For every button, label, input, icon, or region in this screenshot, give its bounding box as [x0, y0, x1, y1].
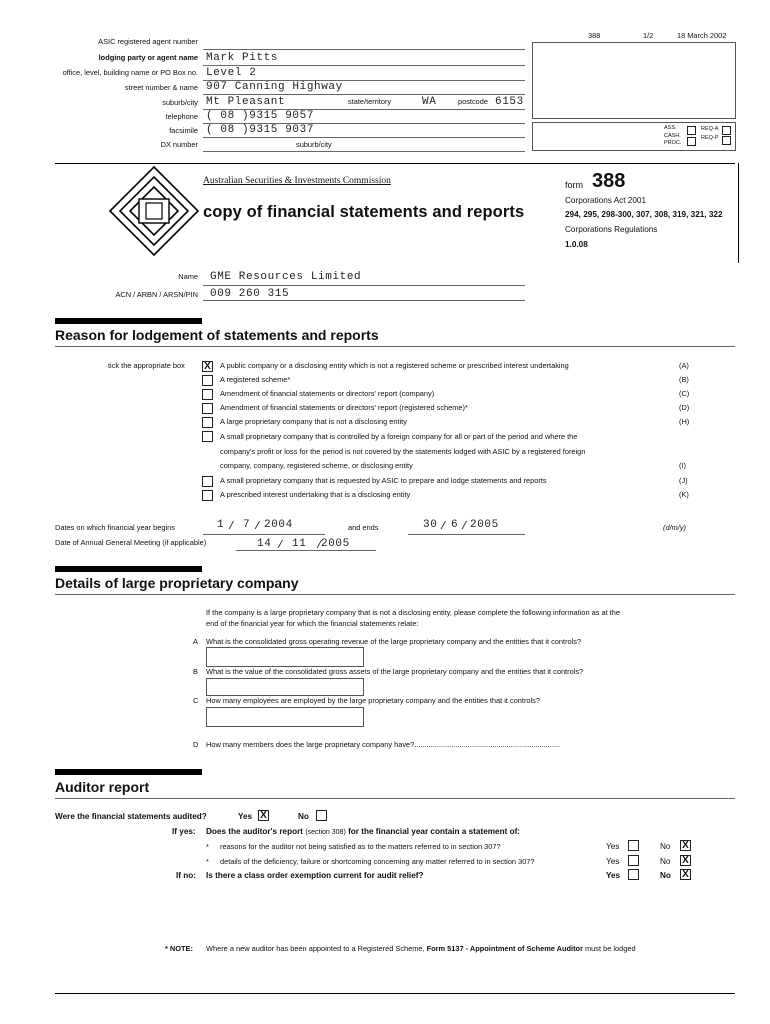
question-b-letter: B: [193, 667, 198, 676]
question-d: How many members does the large proprietary company have?.......................................................................: [206, 740, 561, 749]
reason-a-checkbox[interactable]: X: [202, 361, 213, 372]
question-c-letter: C: [193, 696, 199, 705]
auditor-heading-bar: [55, 769, 202, 775]
bullet: *: [206, 857, 209, 866]
audited-yes-label: Yes: [238, 812, 253, 821]
deficiency-no-checkbox[interactable]: X: [680, 855, 691, 866]
deficiency-question: details of the deficiency, failure or shortcoming concerning any matter referred to in section 307?: [220, 857, 535, 866]
office-label: office, level, building name or PO Box no.: [62, 68, 198, 77]
reason-d-text: Amendment of financial statements or directors' report (registered scheme)*: [220, 403, 468, 412]
question-b: What is the value of the consolidated gross assets of the large proprietary company and the entities that it controls?: [206, 667, 584, 676]
fy-begins-label: Dates on which financial year begins: [55, 523, 175, 532]
facsimile-label: facsimile: [169, 126, 198, 135]
large-heading-bar: [55, 566, 202, 572]
agm-label: Date of Annual General Meeting (if applicable): [55, 538, 207, 547]
form-number-header: 388: [588, 31, 601, 40]
large-intro-2: end of the financial year for which the financial statements relate:: [206, 619, 419, 628]
large-rule: [55, 594, 735, 595]
dx-suburb-label: suburb/city: [296, 140, 332, 149]
dx-line: [203, 151, 525, 152]
large-heading: Details of large proprietary company: [55, 575, 299, 591]
reason-k-text: A prescribed interest undertaking that is a disclosing entity: [220, 490, 411, 499]
form-number: 388: [592, 170, 626, 192]
reason-j-checkbox[interactable]: [202, 476, 213, 487]
date-slash: /: [228, 521, 236, 533]
acn-line: [203, 300, 525, 301]
reason-b-text: A registered scheme*: [220, 375, 291, 384]
if-yes-label: If yes:: [172, 827, 196, 836]
reason-a-text: A public company or a disclosing entity which is not a registered scheme or prescribed interest undertaking: [220, 361, 569, 370]
reasons-no-checkbox[interactable]: X: [680, 840, 691, 851]
dx-label: DX number: [160, 140, 198, 149]
form-title: copy of financial statements and reports: [203, 203, 525, 221]
date-slash: /: [461, 521, 469, 533]
company-name-value[interactable]: GME Resources Limited: [210, 271, 362, 283]
agm-day[interactable]: 14: [257, 538, 272, 550]
auditor-heading: Auditor report: [55, 779, 150, 795]
company-name-label: Name: [178, 272, 198, 281]
reasons-no-label: No: [660, 842, 671, 851]
reason-j-code: (J): [679, 476, 688, 485]
reason-heading-bar: [55, 318, 202, 324]
contain-question: Does the auditor's report (section 308) for the financial year contain a statement of:: [206, 827, 521, 836]
date-slash: /: [316, 540, 324, 552]
reason-k-code: (K): [679, 490, 689, 499]
deficiency-yes-label: Yes: [606, 857, 620, 866]
reason-h-checkbox[interactable]: [202, 417, 213, 428]
reason-c-code: (C): [679, 389, 690, 398]
form-date: 18 March 2002: [677, 31, 727, 40]
agm-year[interactable]: 2005: [321, 538, 350, 550]
office-reqp-box: [722, 136, 731, 145]
audited-no-checkbox[interactable]: [316, 810, 327, 821]
agent-name-line: [203, 65, 525, 66]
note-label: * NOTE:: [165, 944, 193, 953]
bottom-rule: [55, 993, 735, 994]
facsimile-line: [203, 137, 525, 138]
question-a: What is the consolidated gross operating revenue of the large proprietary company and the entities that it controls?: [206, 637, 582, 646]
reason-c-text: Amendment of financial statements or directors' report (company): [220, 389, 435, 398]
date-slash: /: [440, 521, 448, 533]
revenue-input[interactable]: [206, 647, 364, 667]
asic-agent-line: [203, 49, 525, 50]
if-no-label: If no:: [176, 871, 197, 880]
exemption-no-checkbox[interactable]: X: [680, 869, 691, 880]
suburb-value[interactable]: Mt Pleasant: [206, 96, 286, 108]
reason-i-code: (I): [679, 461, 686, 470]
fy-begin-line: [203, 534, 325, 535]
title-right-rule: [738, 163, 739, 263]
bullet: *: [206, 842, 209, 851]
street-value[interactable]: 907 Canning Highway: [206, 81, 343, 93]
street-line: [203, 94, 525, 95]
reasons-yes-label: Yes: [606, 842, 620, 851]
agm-month[interactable]: 11: [292, 538, 307, 550]
asic-agent-label: ASIC registered agent number: [98, 37, 198, 46]
office-use-req: REQ-A REQ-P: [701, 126, 719, 141]
facsimile-value[interactable]: ( 08 )9315 9037: [206, 124, 315, 136]
fy-begin-month[interactable]: 7: [243, 519, 251, 531]
date-slash: /: [254, 521, 262, 533]
auditor-rule: [55, 798, 735, 799]
suburb-label: suburb/city: [162, 98, 198, 107]
state-value[interactable]: WA: [422, 96, 437, 108]
title-top-rule: [55, 163, 735, 164]
date-slash: /: [277, 540, 285, 552]
telephone-label: telephone: [165, 112, 198, 121]
postcode-label: postcode: [458, 97, 488, 106]
large-intro-1: If the company is a large proprietary company that is not a disclosing entity, please complete the following information as at the: [206, 608, 620, 617]
acn-label: ACN / ARBN / ARSN/PIN: [115, 290, 198, 299]
reason-h-code: (H): [679, 417, 690, 426]
fy-begin-day[interactable]: 1: [217, 519, 225, 531]
audited-question: Were the financial statements audited?: [55, 812, 207, 821]
reason-k-checkbox[interactable]: [202, 490, 213, 501]
deficiency-yes-checkbox[interactable]: [628, 855, 639, 866]
office-value[interactable]: Level 2: [206, 67, 257, 79]
reason-d-code: (D): [679, 403, 690, 412]
exemption-yes-checkbox[interactable]: [628, 869, 639, 880]
agm-line: [236, 550, 376, 551]
fy-begin-year[interactable]: 2004: [264, 519, 293, 531]
acn-value[interactable]: 009 260 315: [210, 288, 290, 300]
deficiency-no-label: No: [660, 857, 671, 866]
street-label: street number & name: [124, 83, 198, 92]
regulation-number: 1.0.08: [565, 240, 588, 249]
tick-label: tick the appropriate box: [108, 361, 185, 370]
office-cash-box: [687, 137, 696, 146]
reason-i-text-2: company's profit or loss for the period is not covered by the statements lodged with ASIC by a registered foreign: [220, 447, 586, 456]
office-use-codes-box: [532, 122, 736, 151]
act-name: Corporations Act 2001: [565, 196, 647, 205]
fy-end-line: [408, 534, 525, 535]
reasons-question: reasons for the auditor not being satisfied as to the matters referred to in section 307?: [220, 842, 501, 851]
reason-i-checkbox[interactable]: [202, 431, 213, 442]
exemption-no-label: No: [660, 871, 671, 880]
office-use-box: [532, 42, 736, 119]
audited-no-label: No: [298, 812, 309, 821]
regulations: Corporations Regulations: [565, 225, 658, 234]
reason-a-code: (A): [679, 361, 689, 370]
page-number: 1/2: [643, 31, 654, 40]
state-label: state/territory: [348, 97, 392, 106]
reason-j-text: A small proprietary company that is requested by ASIC to prepare and lodge statements and reports: [220, 476, 547, 485]
reason-h-text: A large proprietary company that is not a disclosing entity: [220, 417, 407, 426]
telephone-value[interactable]: ( 08 )9315 9057: [206, 110, 315, 122]
reason-b-checkbox[interactable]: [202, 375, 213, 386]
office-use-codes: ASS. CASH. PROC.: [664, 125, 682, 146]
lodging-party-label: lodging party or agent name: [98, 53, 198, 62]
fy-end-year[interactable]: 2005: [470, 519, 499, 531]
reasons-yes-checkbox[interactable]: [628, 840, 639, 851]
office-reqa-box: [722, 126, 731, 135]
reason-heading: Reason for lodgement of statements and reports: [55, 327, 379, 343]
reason-c-checkbox[interactable]: [202, 389, 213, 400]
commission-name: Australian Securities & Investments Commission: [203, 176, 391, 186]
date-format: (d/m/y): [663, 523, 686, 532]
company-name-line: [203, 285, 525, 286]
reason-b-code: (B): [679, 375, 689, 384]
audited-yes-checkbox[interactable]: X: [258, 810, 269, 821]
fy-end-month[interactable]: 6: [451, 519, 459, 531]
reason-i-text-3: company, company, registered scheme, or disclosing entity: [220, 461, 413, 470]
reason-i-text-1: A small proprietary company that is controlled by a foreign company for all or part of the period and where the: [220, 432, 578, 441]
asic-logo: [108, 165, 200, 257]
postcode-value[interactable]: 6153: [495, 96, 524, 108]
question-c: How many employees are employed by the large proprietary company and the entities that it controls?: [206, 696, 540, 705]
exemption-question: Is there a class order exemption current for audit relief?: [206, 871, 424, 880]
office-ass-box: [687, 126, 696, 135]
agent-name-value[interactable]: Mark Pitts: [206, 52, 279, 64]
exemption-yes-label: Yes: [606, 871, 621, 880]
fy-ends-label: and ends: [348, 523, 379, 532]
reason-d-checkbox[interactable]: [202, 403, 213, 414]
employees-input[interactable]: [206, 707, 364, 727]
form-label: form: [565, 180, 583, 190]
act-sections: 294, 295, 298-300, 307, 308, 319, 321, 322: [565, 210, 723, 219]
question-a-letter: A: [193, 637, 198, 646]
note-text: Where a new auditor has been appointed to a Registered Scheme, Form 5137 - Appointment of Scheme Auditor must be lodged: [206, 944, 636, 953]
fy-end-day[interactable]: 30: [423, 519, 438, 531]
assets-input[interactable]: [206, 678, 364, 696]
question-d-letter: D: [193, 740, 199, 749]
reason-rule: [55, 346, 735, 347]
